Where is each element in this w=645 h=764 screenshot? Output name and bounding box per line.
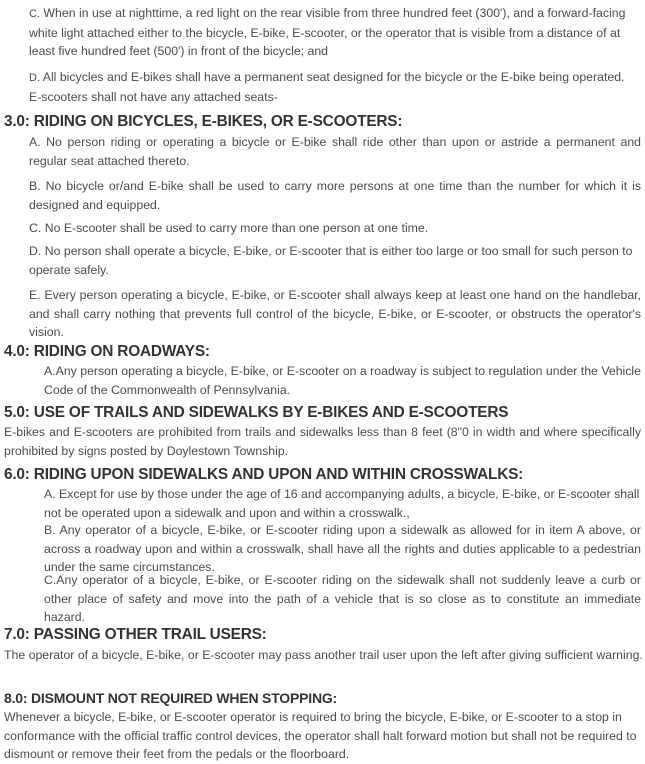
section-8-body: Whenever a bicycle, E-bike, or E-scooter operator is required to bring the bicycle, E-bike, or E-scooter to a stop in conformance with the official traffic control devices, the operator shall halt forward motion but shall not be required to dismount or remove their feet from the pedals or the floorboard. (4, 710, 637, 761)
section-4-item-a: A.Any person operating a bicycle, E-bike, or E-scooter on a roadway is subject to regulation under the Vehicle Code of the Commonwealth of Pennsylvania. (44, 364, 641, 397)
intro-item-d (29, 68, 639, 106)
section-3-item-b: B. No bicycle or/and E-bike shall be used to carry more persons at one time than the number for which it is designed and equipped. (29, 179, 641, 212)
item-text: When in use at nighttime, a red light on the rear visible from three hundred feet (300'), and a forward-facing white light attached either to the bicycle, E-bike, E-scooter, or the operator that is visible from a distance of at least five hundred feet (500') in front of the bicycle; and (29, 6, 626, 58)
section-7-heading: 7.0: PASSING OTHER TRAIL USERS: (4, 626, 267, 643)
section-7-body: The operator of a bicycle, E-bike, or E-scooter may pass another trail user upon the left after giving sufficient warning. (4, 648, 643, 662)
section-3-item-e: E. Every person operating a bicycle, E-bike, or E-scooter shall always keep at least one hand on the handlebar, and shall carry nothing that prevents full control of the bicycle, E-bike, or E-scooter, or obstructs the operator's vision. (29, 288, 641, 339)
section-6-heading: 6.0: RIDING UPON SIDEWALKS AND UPON AND WITHIN CROSSWALKS: (4, 466, 524, 483)
section-5-heading: 5.0: USE OF TRAILS AND SIDEWALKS BY E-BIKES AND E-SCOOTERS (4, 404, 509, 421)
item-text: All bicycles and E-bikes shall have a permanent seat designed for the bicycle or the E-bike being operated. E-scooters shall not have any attached seats- (29, 70, 625, 104)
section-6-item-c: C.Any operator of a bicycle, E-bike, or E-scooter riding on the sidewalk shall not suddenly leave a curb or other place of safety and move into the path of a vehicle that is so close as to constitute an immediate hazard. (44, 573, 641, 624)
intro-item-c (29, 4, 629, 61)
section-5-body: E-bikes and E-scooters are prohibited from trails and sidewalks less than 8 feet (8"0 in width and where specifically prohibited by signs posted by Doylestown Township. (4, 425, 641, 458)
section-3-heading: 3.0: RIDING ON BICYCLES, E-BIKES, OR E-SCOOTERS: (4, 113, 403, 130)
item-label: C. (29, 8, 40, 20)
section-8-heading: 8.0: DISMOUNT NOT REQUIRED WHEN STOPPING: (4, 690, 338, 706)
section-3-item-d: D. No person shall operate a bicycle, E-bike, or E-scooter that is either too large or too small for such person to operate safely. (29, 244, 633, 277)
section-6-item-a: A. Except for use by those under the age of 16 and accompanying adults, a bicycle, E-bike, or E-scooter shall not be operated upon a sidewalk and upon and within a crosswalk., (44, 487, 640, 520)
section-3-item-c: C. No E-scooter shall be used to carry more than one person at one time. (29, 221, 429, 235)
item-label: D. (29, 72, 40, 84)
section-3-item-a: A. No person riding or operating a bicycle or E-bike shall ride other than upon or astride a permanent and regular seat attached thereto. (29, 135, 641, 168)
section-4-heading: 4.0: RIDING ON ROADWAYS: (4, 343, 210, 360)
section-6-item-b: B. Any operator of a bicycle, E-bike, or E-scooter riding upon a sidewalk as allowed for in item A above, or across a roadway upon and within a crosswalk, shall have all the rights and duties applicable to a pedestrian under the same circumstances. (44, 523, 641, 574)
